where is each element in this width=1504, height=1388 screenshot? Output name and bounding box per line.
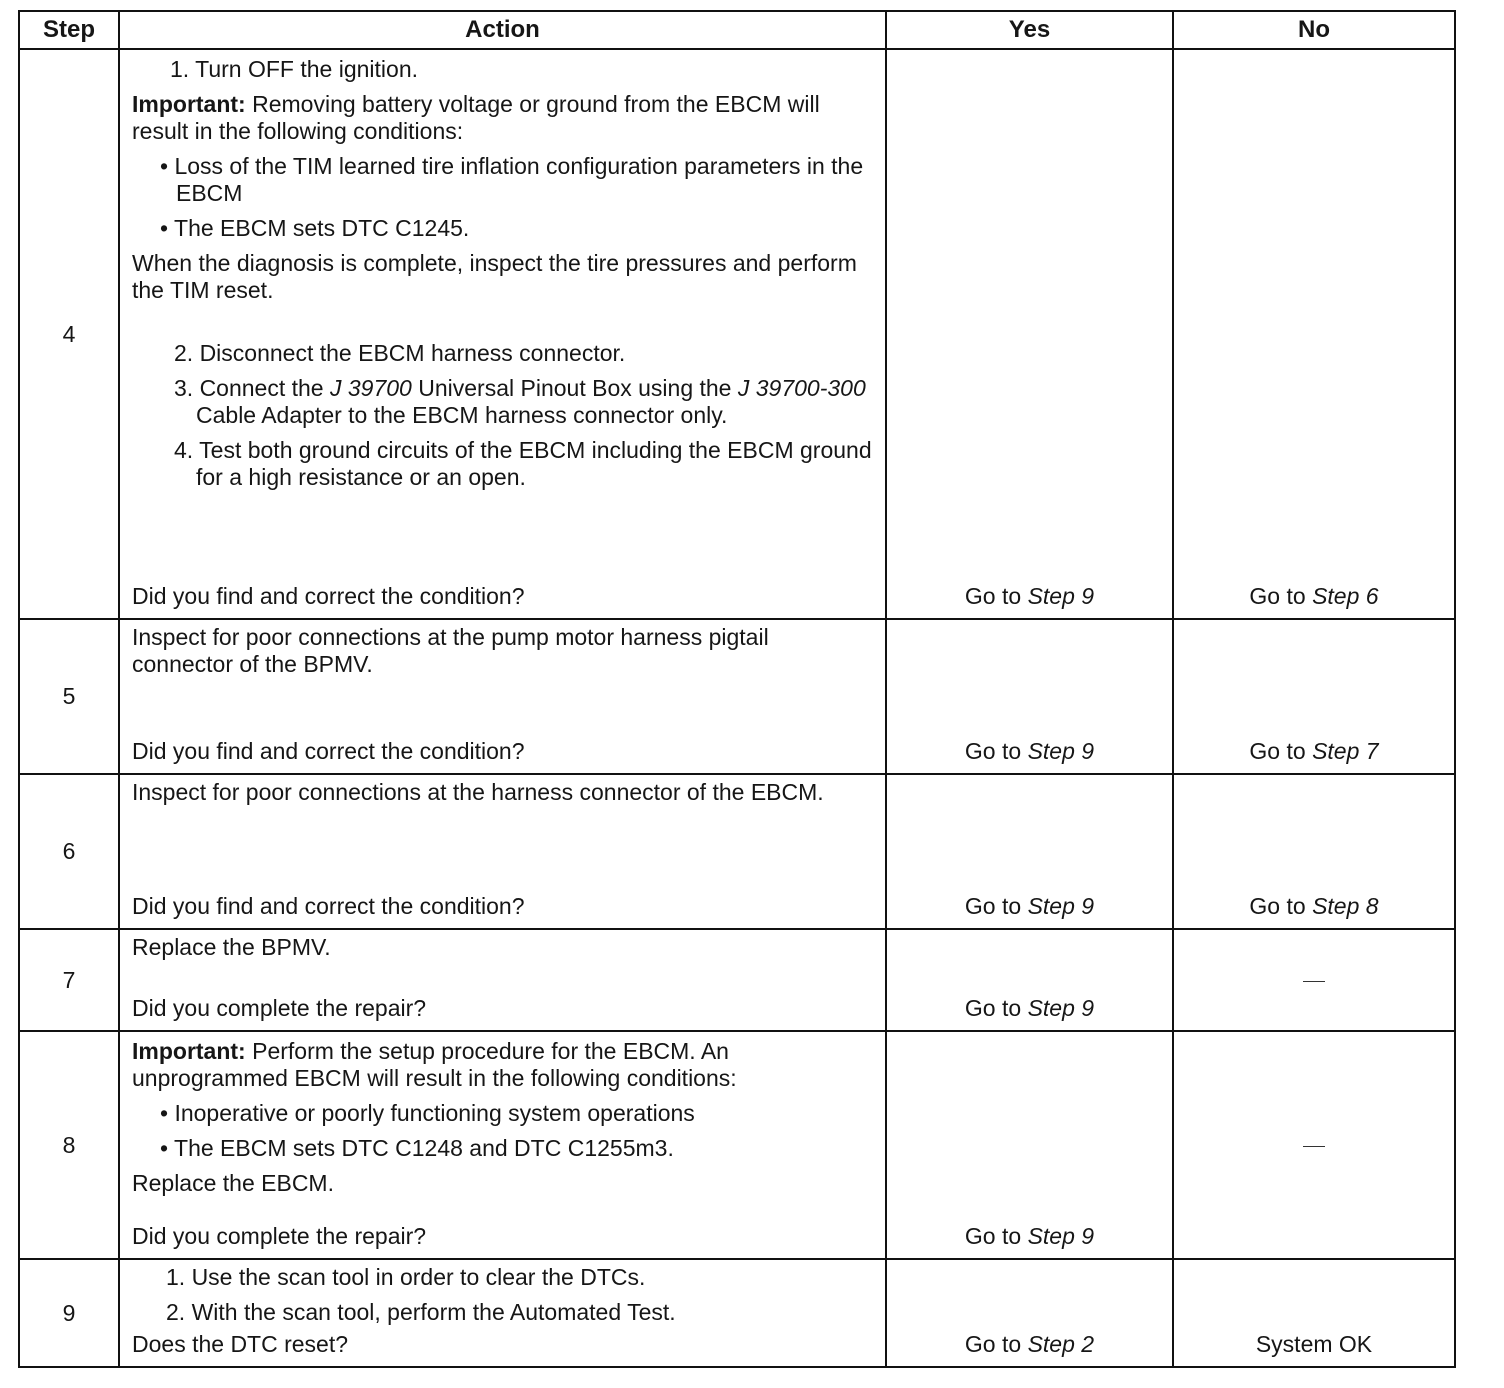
- no-result: [1174, 738, 1454, 765]
- no-cell: [1173, 1031, 1455, 1259]
- no-result: [1174, 583, 1454, 610]
- yes-cell: [886, 619, 1173, 774]
- goto-text: Go to: [1249, 583, 1313, 609]
- action-text: Replace the BPMV.: [132, 934, 331, 960]
- yes-cell: [886, 774, 1173, 929]
- instruction-3-text-a: 3. Connect the: [174, 375, 330, 401]
- empty-dash: [1303, 981, 1325, 982]
- question: Did you complete the repair?: [132, 1223, 427, 1249]
- important-text: Removing battery voltage or ground from the EBCM will result in the following conditions:: [132, 91, 820, 144]
- instruction-2: 2. With the scan tool, perform the Automated Test.: [166, 1299, 676, 1325]
- no-result: System OK: [1255, 1331, 1373, 1357]
- note-paragraph: When the diagnosis is complete, inspect the tire pressures and perform the TIM reset.: [132, 250, 857, 303]
- yes-cell: [886, 1031, 1173, 1259]
- yes-step-link[interactable]: Step 9: [1027, 893, 1095, 919]
- action-text: Inspect for poor connections at the pump motor harness pigtail connector of the BPMV.: [132, 624, 769, 677]
- bullet-2: • The EBCM sets DTC C1248 and DTC C1255m3.: [160, 1135, 674, 1161]
- table-row-step-6: [19, 774, 1455, 929]
- no-cell: [1173, 49, 1455, 619]
- question: Did you find and correct the condition?: [132, 893, 525, 919]
- important-label: Important:: [132, 1038, 246, 1064]
- yes-step-link[interactable]: Step 9: [1027, 1223, 1095, 1249]
- question: Did you find and correct the condition?: [132, 738, 525, 764]
- step-number: 5: [19, 619, 119, 774]
- question: Does the DTC reset?: [132, 1331, 349, 1357]
- important-note: [132, 91, 875, 145]
- table-row-step-8: [19, 1031, 1455, 1259]
- goto-text: Go to: [1249, 893, 1313, 919]
- question: Did you complete the repair?: [132, 995, 427, 1021]
- tool-j39700: J 39700: [330, 375, 412, 401]
- header-no: No: [1173, 11, 1455, 49]
- action-cell: [119, 774, 886, 929]
- no-cell: [1173, 619, 1455, 774]
- step-number: 7: [19, 929, 119, 1031]
- no-result: [1174, 893, 1454, 920]
- yes-cell: [886, 1259, 1173, 1367]
- action-cell: [119, 619, 886, 774]
- no-cell: [1173, 774, 1455, 929]
- step-number: 8: [19, 1031, 119, 1259]
- goto-text: Go to: [964, 1331, 1028, 1357]
- important-text: Perform the setup procedure for the EBCM. An unprogrammed EBCM will result in the following conditions:: [132, 1038, 737, 1091]
- goto-text: Go to: [964, 583, 1028, 609]
- step-number: 6: [19, 774, 119, 929]
- yes-result: [887, 893, 1172, 920]
- step-number: 4: [19, 49, 119, 619]
- header-action: Action: [119, 11, 886, 49]
- instruction-2: 2. Disconnect the EBCM harness connector.: [174, 340, 626, 366]
- header-row: [19, 11, 1455, 49]
- bullet-2: • The EBCM sets DTC C1245.: [160, 215, 470, 241]
- goto-text: Go to: [964, 738, 1028, 764]
- question: Did you find and correct the condition?: [132, 583, 525, 609]
- instruction-3: [176, 375, 875, 429]
- yes-step-link[interactable]: Step 2: [1027, 1331, 1095, 1357]
- yes-cell: [886, 49, 1173, 619]
- yes-result: [887, 995, 1172, 1022]
- no-cell: [1173, 1259, 1455, 1367]
- no-step-link[interactable]: Step 7: [1312, 738, 1379, 764]
- no-step-link[interactable]: Step 8: [1312, 893, 1379, 919]
- action-cell: [119, 1259, 886, 1367]
- goto-text: Go to: [1249, 738, 1313, 764]
- yes-result: [887, 738, 1172, 765]
- no-step-link[interactable]: Step 6: [1312, 583, 1379, 609]
- important-label: Important:: [132, 91, 246, 117]
- goto-text: Go to: [964, 893, 1028, 919]
- yes-result: [887, 1331, 1172, 1358]
- instruction-3-text-c: Cable Adapter to the EBCM harness connector only.: [196, 402, 728, 428]
- action-cell: [119, 1031, 886, 1259]
- bullet-1: • Loss of the TIM learned tire inflation configuration parameters in the EBCM: [160, 153, 864, 206]
- action-text: Replace the EBCM.: [132, 1170, 334, 1196]
- yes-result: [887, 583, 1172, 610]
- tool-j39700-300: J 39700-300: [737, 375, 866, 401]
- table-row-step-7: [19, 929, 1455, 1031]
- goto-text: Go to: [964, 1223, 1028, 1249]
- yes-cell: [886, 929, 1173, 1031]
- yes-step-link[interactable]: Step 9: [1027, 583, 1095, 609]
- instruction-4: 4. Test both ground circuits of the EBCM including the EBCM ground for a high resistance or an open.: [174, 437, 872, 490]
- yes-step-link[interactable]: Step 9: [1027, 995, 1095, 1021]
- action-cell: [119, 929, 886, 1031]
- step-number: 9: [19, 1259, 119, 1367]
- empty-dash: [1303, 1146, 1325, 1147]
- instruction-3-text-b: Universal Pinout Box using the: [411, 375, 738, 401]
- yes-result: [887, 1223, 1172, 1250]
- action-cell: [119, 49, 886, 619]
- header-step: Step: [19, 11, 119, 49]
- action-text: Inspect for poor connections at the harness connector of the EBCM.: [132, 779, 824, 805]
- goto-text: Go to: [964, 995, 1028, 1021]
- bullet-1: • Inoperative or poorly functioning system operations: [160, 1100, 695, 1126]
- instruction-1: 1. Turn OFF the ignition.: [170, 56, 419, 82]
- table-row-step-5: [19, 619, 1455, 774]
- instruction-1: 1. Use the scan tool in order to clear the DTCs.: [166, 1264, 646, 1290]
- diagnostic-table: [18, 10, 1456, 1368]
- no-cell: [1173, 929, 1455, 1031]
- yes-step-link[interactable]: Step 9: [1027, 738, 1095, 764]
- header-yes: Yes: [886, 11, 1173, 49]
- table-row-step-9: [19, 1259, 1455, 1367]
- table-row-step-4: [19, 49, 1455, 619]
- important-note: [132, 1038, 875, 1092]
